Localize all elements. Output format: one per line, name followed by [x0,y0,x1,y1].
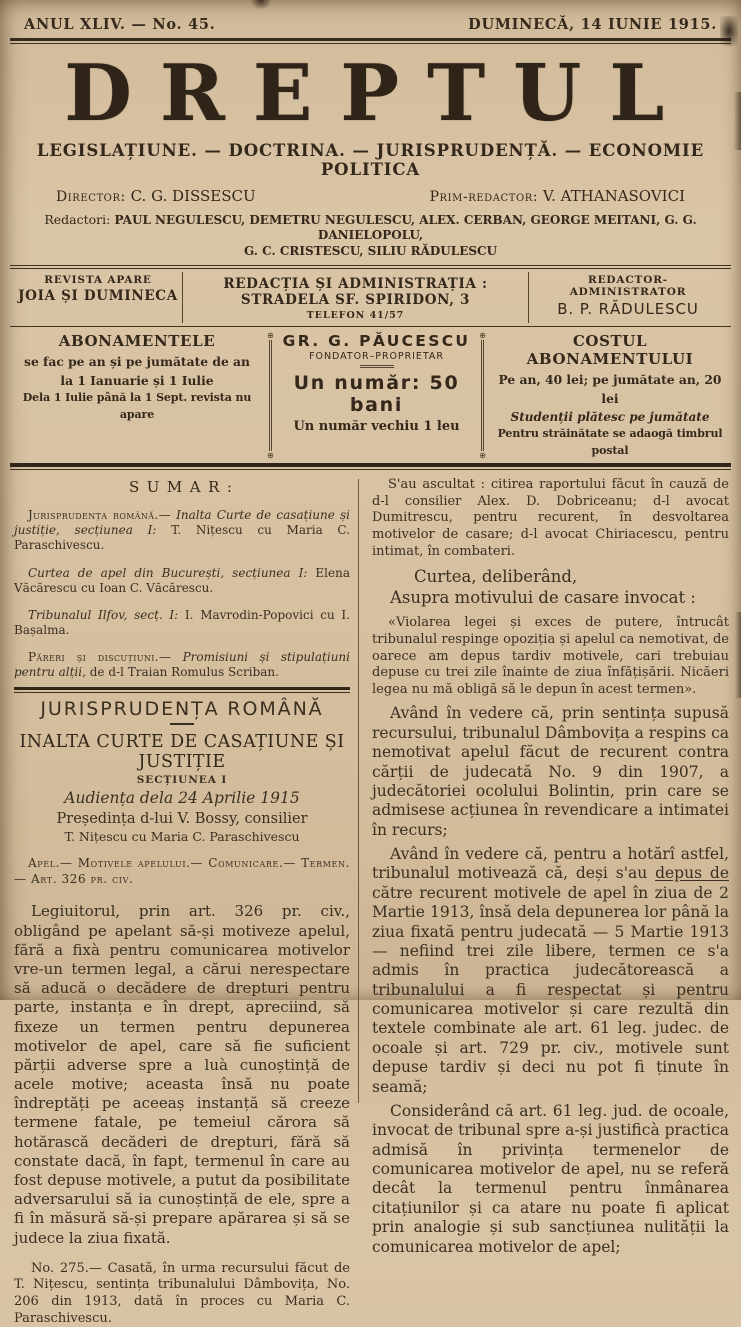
redactori-block [10,212,731,260]
cassation-motive-line: Asupra motivului de casare invocat : [390,588,696,608]
considering-2-pre: Având în vedere că, pentru a hotărî astfel, tribunalul motivează că, deși s'au [372,845,729,883]
price-old-issue: Un număr vechiu 1 leu [293,419,460,435]
considering-paragraph-3: Considerând că art. 61 leg. jud. de ocoale, invocat de tribunal spre a-și justificà practica admisă în privința termenelor de comunicarea motivelor de apel, nu se referă decât la termenul pentru înmânarea citațiunilor și ca atare nu poate fi aplicat prin analogie și sub sancțiunea nulității la comunicarea motivelor de apel; [372,1101,729,1256]
info-admin-name: B. P. RĂDULESCU [557,300,699,319]
header-rule [10,38,731,44]
info-appearance [14,272,182,323]
subscription-cost-line1: Pe an, 40 lei; pe jumătate an, 20 lei [498,372,722,406]
director-name: C. G. DISSESCU [130,186,256,205]
decision-summary-paragraph: Legiuitorul, prin art. 326 pr. civ., obligând pe apelant să-și motiveze apelul, fără a fixà pentru comunicarea motivelor vre-un termen legal, a cărui nerespectare să aducă o decădere de drepturi pentru parte, instanța e în drept, apreciind, să fixeze un termen pentru depunerea motivelor de apel, care să fie suficient părții adverse spre a luà cunoștință de acele motive; aceasta însă nu poate îndreptăți pe aceeaș instanță să creeze termene fatale, pe temeiul cărora să hotărască decăderi de drepturi, fără să constate dacă, în fapt, termenul în care au fost depuse motivele, a putut da posibilitate adversarului să ia cunoștință de ele, spre a fi în măsură să-și prepare apărarea și să se judece la ziua fixată. [14,902,350,1247]
director-entry [56,187,256,205]
summary-entry-court: Tribunalul Ilfov, secț. I: [28,607,179,622]
decision-reference-note: No. 275.— Casată, în urma recursului făcut de T. Nițescu, sentința tribunalului Dâmbovița, No. 206 din 1913, dată în proces cu Maria C. Paraschivescu. [14,1260,350,1326]
column-divider [358,479,359,1103]
ornament-separator-right [479,332,486,459]
prim-redactor-entry [430,187,685,205]
rosette-icon: ⊕ [267,451,274,461]
info-admin-label: REDACTOR-ADMINISTRATOR [569,274,687,299]
summary-entry-case: I. Mavrodin-Popovici cu I. Bașalma. [14,607,350,637]
directors-row [56,187,685,205]
founder-name: GR. G. PĂUCESCU [282,332,471,351]
case-keywords: Apel.— Motivele apelului.— Comunicare.— Termen.— Art. 326 pr. civ. [14,856,350,886]
summary-entry [14,650,350,680]
section-heading: JURISPRUDENȚA ROMÂNĂ [40,698,324,721]
section-rule [14,687,350,693]
subscription-bar [10,327,731,463]
body-top-rule [10,463,731,470]
considering-paragraph-2 [372,845,729,1097]
heading-dash-ornament [170,723,194,725]
masthead-subtitle: LEGISLAȚIUNE. — DOCTRINA. — JURISPRUDENȚĂ. — ECONOMIE POLITICA [36,140,705,179]
subscription-cost-line3: Pentru străinătate se adaogă timbrul postal [497,427,723,457]
prim-redactor-label: Prim-redactor: [429,188,539,205]
founder-divider [360,365,394,368]
summary-entry-court: Inalta Curte de casațiune și justiție, secțiunea I: [14,508,351,538]
redactori-label: Redactori: [44,211,111,227]
issue-date-row [24,16,717,33]
masthead-title: DREPTUL [64,48,693,139]
hearing-report-paragraph: S'au ascultat : citirea raportului făcut în cauză de d-l consilier Alex. D. Dobriceanu; d-l avocat Dumitrescu, pentru recurent, în desvoltarea motivelor de casare; d-l avocat Chiriacescu, pentru intimat, în combateri. [372,477,729,559]
rosette-icon: ⊕ [267,331,274,341]
summary-entry [14,608,350,638]
left-column [10,477,358,1326]
case-parties: T. Nițescu cu Maria C. Paraschivescu [64,829,300,845]
court-heading: INALTA CURTE DE CASAȚIUNE ȘI JUSTIȚIE [19,732,345,773]
summary-heading: SUMAR: [129,478,240,497]
quoted-motive-paragraph: «Violarea legei și exces de putere, întrucât tribunalul respinge opoziția și apelul ca nemotivat, de oarece am depus tardiv motivele, cari trebuiau depuse cu trei zile înainte de ziua înfățișării. Nicăeri legea nu mă obligă să le depun în acest termen». [372,615,729,697]
info-appearance-label: REVISTA APARE [44,274,152,287]
scan-artifact-right-edge-1 [734,92,741,150]
prim-redactor-name: V. ATHANASOVICI [542,186,685,205]
redactori-line1: PAUL NEGULESCU, DEMETRU NEGULESCU, ALEX. CERBAN, GEORGE MEITANI, G. G. DANIELOPOLU, [114,212,697,243]
considering-2-post: către recurent motivele de apel în ziua de 2 Martie 1913, însă dela depunerea lor până la ziua fixată pentru judecată — 5 Martie 1913 — nefiind trei zile libere, termen ce s'a admis în practica judecătorească a tribunalului a fi respectat și pentru comunicarea motivelor și care rezultă din textele combinate ale art. 61 leg. judec. de ocoale și art. 729 pr. civ., motivele sunt depuse tardiv și deci nu pot fi ținute în seamă; [372,883,729,1096]
info-bar [10,269,731,326]
summary-entry-court: Curtea de apel din București, secțiunea I: [28,565,308,580]
info-appearance-days: JOIA ȘI DUMINECA [18,288,178,305]
price-per-issue: Un număr: 50 bani [293,372,460,417]
subscription-terms-line2: la 1 Ianuarie și 1 Iulie [60,372,214,388]
summary-entry [14,508,350,553]
summary-entry-case: de d-l Traian Romulus Scriban. [85,665,279,680]
info-address [182,272,529,323]
subscription-terms [12,332,262,459]
summary-entry-case: T. Nițescu cu Maria C. Paraschivescu. [14,523,351,553]
summary-entry-case: Elena Văcărescu cu Ioan C. Văcărescu. [14,565,350,595]
director-label: Director: [56,188,126,205]
double-rule-vertical [481,340,484,451]
subscription-cost [491,332,729,459]
summary-entry-court: Promisiuni și stipulațiuni pentru alții, [14,649,350,680]
right-column [362,477,731,1256]
scan-artifact-top-center [250,0,272,10]
rosette-icon: ⊕ [479,331,486,341]
info-admin [529,272,727,323]
double-rule-vertical [269,340,272,451]
subscription-cost-line2: Studenții plătesc pe jumătate [510,410,710,425]
considering-paragraph-1: Având în vedere că, prin sentința supusă recursului, tribunalul Dâmbovița a respins ca nemotivat apelul făcut de recurent contra cărții de judecată No. 9 din 1907, a judecătoriei ocolului Bolintin, prin care se admisese acțiunea în revendicare a intimatei în recurs; [372,704,729,839]
summary-entry-rubric: Jurisprudența română.— [28,508,171,523]
date-label: DUMINECĂ, 14 IUNIE 1915. [468,16,717,33]
info-address-line: REDACȚIA ȘI ADMINISTRAȚIA : STRADELA SF. SPIRIDON, 3 [223,276,488,309]
court-section-label: SECȚIUNEA I [136,774,228,787]
presiding-judge: Președința d-lui V. Bossy, consilier [56,811,308,828]
founder-price-block [279,332,475,459]
considering-2-underlined: depus de [655,864,729,883]
redactori-line2: G. C. CRISTESCU, SILIU RĂDULESCU [243,243,498,258]
founder-role: FONDATOR–PROPRIETAR [309,351,444,363]
subscription-cost-title: COSTUL ABONAMENTULUI [526,332,694,369]
summary-entry-rubric: Păreri și discuțiuni.— [28,649,172,664]
subscription-terms-title: ABONAMENTELE [58,332,216,351]
subscription-terms-line1: se fac pe an și pe jumătate de an [24,354,250,370]
court-deliberation-line: Curtea, deliberând, [414,567,578,587]
scan-artifact-right-edge-2 [735,612,741,698]
ornament-separator-left [267,332,274,459]
summary-entry [14,566,350,596]
issue-label: ANUL XLIV. — No. 45. [24,16,216,33]
subscription-terms-line3: Dela 1 Iulie până la 1 Sept. revista nu apare [22,391,252,421]
info-telephone: TELEFON 41/57 [306,310,405,322]
hearing-date: Audiența dela 24 Aprilie 1915 [64,789,300,808]
body-columns [10,470,731,1326]
rosette-icon: ⊕ [479,451,486,461]
